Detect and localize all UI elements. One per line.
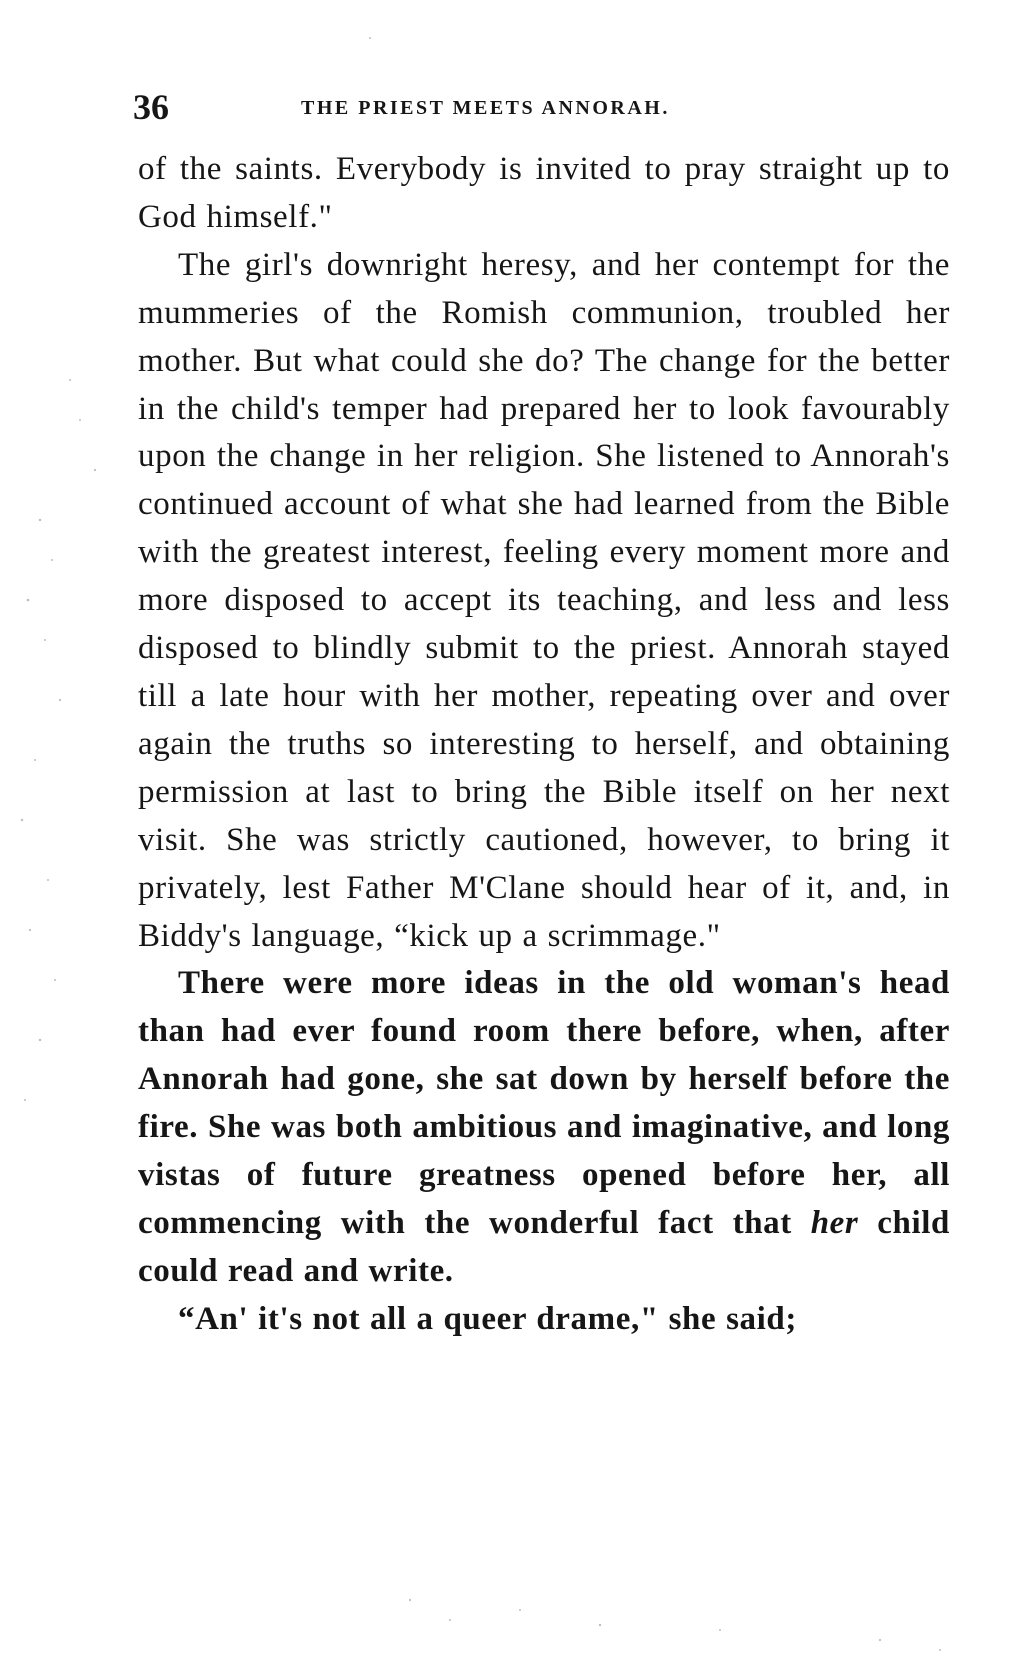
paragraph-ideas bbox=[138, 960, 950, 1295]
paragraph-continuation: of the saints. Everybody is invited to pray straight up to God himself." bbox=[138, 151, 950, 235]
paragraph-ideas-end: child could read and write. bbox=[138, 1204, 950, 1289]
paragraph-ideas-text: There were more ideas in the old woman's head than had ever found room there before, when, after Annorah had gone, she sat down by herself before the fire. She was both ambitious and imaginative, and long vistas of future greatness opened before her, all commencing with the wonderful fact that bbox=[138, 965, 950, 1241]
paragraph-heresy: The girl's downright heresy, and her contempt for the mummeries of the Romish communion, troubled her mother. But what could she do? The change for the better in the child's temper had prepared her to look favourably upon the change in her religion. She listened to Annorah's continued account of what she had learned from the Bible with the greatest interest, feeling every moment more and more disposed to accept its teaching, and less and less disposed to blindly submit to the priest. Annorah stayed till a late hour with her mother, repeating over and over again the truths so interesting to herself, and obtaining permission at last to bring the Bible itself on her next visit. She was strictly cautioned, however, to bring it privately, lest Father M'Clane should hear of it, and, in Biddy's language, “kick up a scrimmage." bbox=[138, 246, 950, 954]
paragraph-dialogue: “An' it's not all a queer drame," she said; bbox=[178, 1300, 797, 1337]
page-number: 36 bbox=[133, 87, 169, 127]
emphasis-her: her bbox=[810, 1204, 859, 1241]
running-head: THE PRIEST MEETS ANNORAH. bbox=[301, 97, 670, 119]
page-header bbox=[133, 82, 953, 132]
body-text bbox=[138, 146, 950, 1344]
